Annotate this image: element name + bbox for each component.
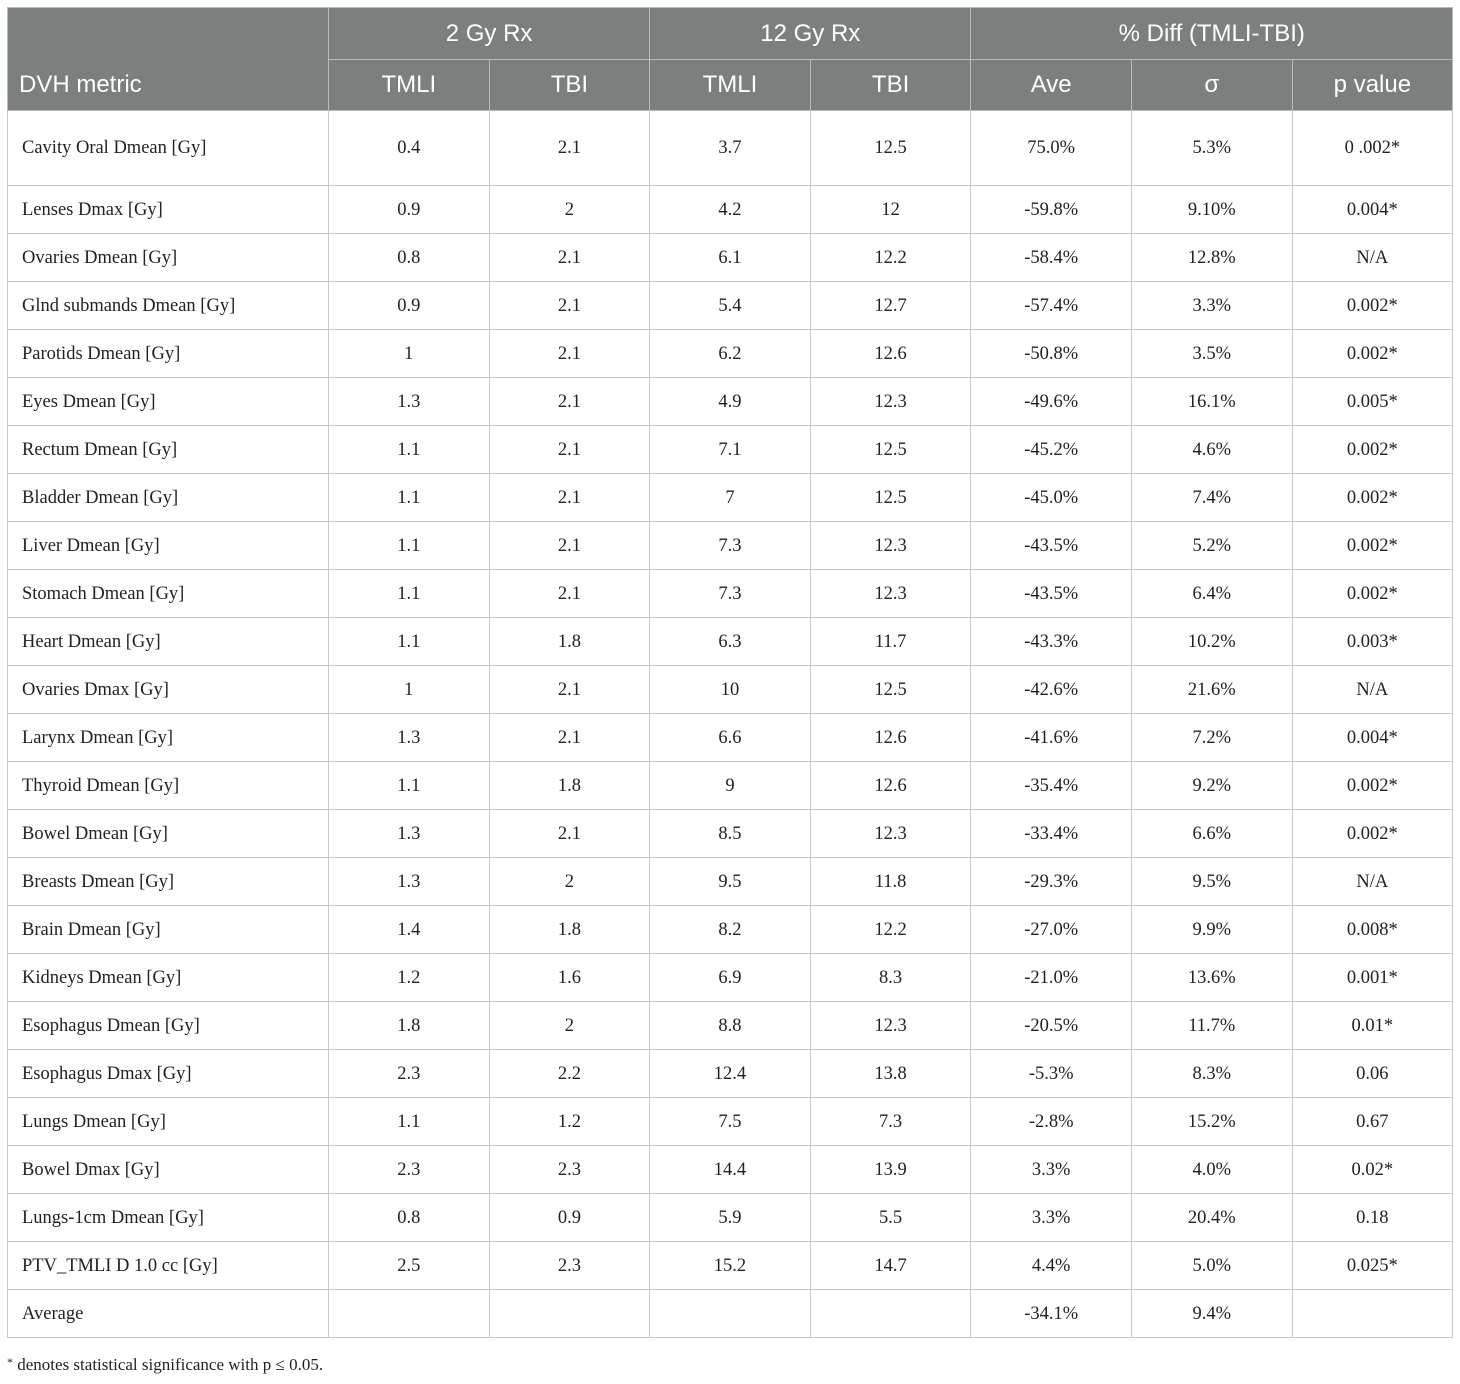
cell-tbi-12gy: 13.8 [810, 1050, 971, 1098]
header-sub-2gy-tmli: TMLI [329, 60, 490, 111]
table-row [8, 330, 1453, 378]
cell-tmli-2gy: 1.4 [329, 906, 490, 954]
table-row [8, 762, 1453, 810]
cell-tbi-2gy: 2.2 [489, 1050, 650, 1098]
table-body [8, 111, 1453, 1338]
cell-ave-diff: -29.3% [971, 858, 1132, 906]
cell-tbi-2gy: 1.8 [489, 618, 650, 666]
cell-metric: Rectum Dmean [Gy] [8, 426, 329, 474]
table-footnote [7, 1355, 323, 1375]
cell-sigma: 21.6% [1131, 666, 1292, 714]
header-group-2gy: 2 Gy Rx [329, 8, 650, 60]
cell-p-value: 0.002* [1292, 522, 1453, 570]
cell-tbi-2gy: 2.1 [489, 474, 650, 522]
cell-sigma: 3.3% [1131, 282, 1292, 330]
table-row [8, 714, 1453, 762]
header-sub-ave: Ave [971, 60, 1132, 111]
cell-tmli-12gy: 9.5 [650, 858, 811, 906]
cell-tmli-12gy: 6.9 [650, 954, 811, 1002]
cell-sigma: 10.2% [1131, 618, 1292, 666]
table-row [8, 1146, 1453, 1194]
cell-p-value: 0 .002* [1292, 111, 1453, 186]
table-row [8, 1242, 1453, 1290]
cell-tmli-12gy: 5.9 [650, 1194, 811, 1242]
cell-p-value: 0.008* [1292, 906, 1453, 954]
cell-metric: Heart Dmean [Gy] [8, 618, 329, 666]
cell-sigma: 8.3% [1131, 1050, 1292, 1098]
cell-tmli-2gy: 1.1 [329, 426, 490, 474]
cell-tmli-12gy: 7.1 [650, 426, 811, 474]
table-row [8, 1194, 1453, 1242]
cell-metric: Glnd submands Dmean [Gy] [8, 282, 329, 330]
cell-metric: PTV_TMLI D 1.0 cc [Gy] [8, 1242, 329, 1290]
cell-tbi-2gy: 2.1 [489, 426, 650, 474]
cell-p-value [1292, 1290, 1453, 1338]
cell-sigma: 7.4% [1131, 474, 1292, 522]
cell-tmli-12gy: 6.3 [650, 618, 811, 666]
cell-tbi-2gy: 2.1 [489, 810, 650, 858]
cell-p-value: N/A [1292, 858, 1453, 906]
cell-tbi-2gy: 2.1 [489, 666, 650, 714]
cell-tmli-2gy: 0.4 [329, 111, 490, 186]
cell-tmli-12gy: 3.7 [650, 111, 811, 186]
cell-ave-diff: -43.5% [971, 522, 1132, 570]
cell-tbi-2gy: 2.1 [489, 330, 650, 378]
cell-sigma: 13.6% [1131, 954, 1292, 1002]
cell-tbi-2gy: 2.1 [489, 522, 650, 570]
cell-tbi-12gy: 12.6 [810, 762, 971, 810]
table-row [8, 666, 1453, 714]
cell-tmli-12gy: 12.4 [650, 1050, 811, 1098]
cell-ave-diff: -20.5% [971, 1002, 1132, 1050]
cell-metric: Bladder Dmean [Gy] [8, 474, 329, 522]
cell-tmli-2gy: 2.5 [329, 1242, 490, 1290]
cell-ave-diff: -57.4% [971, 282, 1132, 330]
cell-tmli-2gy: 1.1 [329, 474, 490, 522]
cell-tmli-12gy: 6.6 [650, 714, 811, 762]
header-dvh-metric: DVH metric [8, 8, 329, 111]
cell-tmli-2gy: 1 [329, 330, 490, 378]
cell-tbi-2gy: 2.1 [489, 282, 650, 330]
cell-metric: Bowel Dmax [Gy] [8, 1146, 329, 1194]
cell-sigma: 4.6% [1131, 426, 1292, 474]
cell-ave-diff: -45.0% [971, 474, 1132, 522]
cell-tbi-2gy: 1.8 [489, 762, 650, 810]
table-row [8, 570, 1453, 618]
cell-tmli-2gy: 1.3 [329, 378, 490, 426]
cell-sigma: 9.2% [1131, 762, 1292, 810]
cell-ave-diff: -41.6% [971, 714, 1132, 762]
cell-sigma: 11.7% [1131, 1002, 1292, 1050]
cell-ave-diff: -43.3% [971, 618, 1132, 666]
cell-ave-diff: 4.4% [971, 1242, 1132, 1290]
cell-ave-diff: -27.0% [971, 906, 1132, 954]
cell-metric: Parotids Dmean [Gy] [8, 330, 329, 378]
cell-tmli-2gy [329, 1290, 490, 1338]
cell-tbi-12gy: 12.6 [810, 714, 971, 762]
cell-tmli-12gy: 8.8 [650, 1002, 811, 1050]
cell-p-value: 0.004* [1292, 714, 1453, 762]
cell-p-value: 0.002* [1292, 330, 1453, 378]
cell-sigma: 12.8% [1131, 234, 1292, 282]
table-row [8, 1098, 1453, 1146]
cell-tmli-2gy: 1.1 [329, 522, 490, 570]
cell-tbi-12gy: 13.9 [810, 1146, 971, 1194]
cell-p-value: 0.004* [1292, 186, 1453, 234]
cell-tbi-12gy: 12.5 [810, 111, 971, 186]
cell-sigma: 7.2% [1131, 714, 1292, 762]
cell-tbi-12gy: 12.5 [810, 474, 971, 522]
table-row [8, 858, 1453, 906]
cell-tbi-2gy: 2 [489, 1002, 650, 1050]
cell-metric: Brain Dmean [Gy] [8, 906, 329, 954]
cell-ave-diff: 75.0% [971, 111, 1132, 186]
cell-p-value: 0.001* [1292, 954, 1453, 1002]
cell-sigma: 9.9% [1131, 906, 1292, 954]
cell-tbi-12gy: 12.3 [810, 810, 971, 858]
cell-p-value: 0.005* [1292, 378, 1453, 426]
cell-metric: Liver Dmean [Gy] [8, 522, 329, 570]
cell-sigma: 5.2% [1131, 522, 1292, 570]
cell-metric: Lungs Dmean [Gy] [8, 1098, 329, 1146]
cell-tmli-12gy: 7.3 [650, 522, 811, 570]
header-group-12gy: 12 Gy Rx [650, 8, 971, 60]
cell-tbi-12gy: 12.3 [810, 570, 971, 618]
cell-tmli-12gy: 4.2 [650, 186, 811, 234]
cell-sigma: 4.0% [1131, 1146, 1292, 1194]
cell-p-value: 0.002* [1292, 282, 1453, 330]
cell-tmli-2gy: 1.3 [329, 810, 490, 858]
cell-ave-diff: -43.5% [971, 570, 1132, 618]
table-row [8, 810, 1453, 858]
dvh-table-container [7, 7, 1453, 1338]
cell-tmli-12gy: 8.5 [650, 810, 811, 858]
cell-tmli-2gy: 1.3 [329, 858, 490, 906]
cell-tmli-2gy: 1.2 [329, 954, 490, 1002]
table-row [8, 426, 1453, 474]
cell-ave-diff: -2.8% [971, 1098, 1132, 1146]
cell-tbi-12gy: 12.5 [810, 666, 971, 714]
cell-tbi-2gy: 2.1 [489, 111, 650, 186]
cell-metric: Larynx Dmean [Gy] [8, 714, 329, 762]
cell-tbi-2gy: 2.3 [489, 1242, 650, 1290]
cell-p-value: 0.01* [1292, 1002, 1453, 1050]
cell-tmli-2gy: 2.3 [329, 1050, 490, 1098]
cell-tbi-2gy [489, 1290, 650, 1338]
cell-tmli-2gy: 0.9 [329, 186, 490, 234]
cell-sigma: 9.4% [1131, 1290, 1292, 1338]
cell-p-value: 0.025* [1292, 1242, 1453, 1290]
cell-tmli-2gy: 0.8 [329, 234, 490, 282]
cell-p-value: N/A [1292, 234, 1453, 282]
table-row [8, 1290, 1453, 1338]
cell-tmli-2gy: 1.8 [329, 1002, 490, 1050]
cell-sigma: 9.5% [1131, 858, 1292, 906]
cell-metric: Esophagus Dmax [Gy] [8, 1050, 329, 1098]
cell-sigma: 20.4% [1131, 1194, 1292, 1242]
cell-p-value: 0.18 [1292, 1194, 1453, 1242]
table-row [8, 1050, 1453, 1098]
cell-ave-diff: -5.3% [971, 1050, 1132, 1098]
cell-tmli-2gy: 0.9 [329, 282, 490, 330]
cell-tbi-12gy [810, 1290, 971, 1338]
cell-p-value: N/A [1292, 666, 1453, 714]
cell-tbi-2gy: 2.1 [489, 714, 650, 762]
header-sub-12gy-tmli: TMLI [650, 60, 811, 111]
cell-tbi-12gy: 12.2 [810, 906, 971, 954]
cell-ave-diff: 3.3% [971, 1146, 1132, 1194]
table-row [8, 906, 1453, 954]
cell-tbi-12gy: 12.3 [810, 378, 971, 426]
cell-tbi-12gy: 12.3 [810, 522, 971, 570]
cell-ave-diff: -21.0% [971, 954, 1132, 1002]
cell-metric: Thyroid Dmean [Gy] [8, 762, 329, 810]
cell-ave-diff: 3.3% [971, 1194, 1132, 1242]
cell-tmli-12gy: 5.4 [650, 282, 811, 330]
cell-tmli-12gy: 9 [650, 762, 811, 810]
cell-tmli-12gy: 14.4 [650, 1146, 811, 1194]
cell-metric: Cavity Oral Dmean [Gy] [8, 111, 329, 186]
header-sub-2gy-tbi: TBI [489, 60, 650, 111]
cell-tmli-2gy: 1.3 [329, 714, 490, 762]
cell-tbi-12gy: 12 [810, 186, 971, 234]
cell-p-value: 0.002* [1292, 474, 1453, 522]
cell-tbi-12gy: 12.6 [810, 330, 971, 378]
cell-tmli-12gy: 6.1 [650, 234, 811, 282]
cell-metric: Eyes Dmean [Gy] [8, 378, 329, 426]
table-header [8, 8, 1453, 111]
cell-ave-diff: -50.8% [971, 330, 1132, 378]
cell-tmli-12gy: 15.2 [650, 1242, 811, 1290]
cell-tbi-2gy: 1.2 [489, 1098, 650, 1146]
cell-tbi-12gy: 8.3 [810, 954, 971, 1002]
cell-sigma: 16.1% [1131, 378, 1292, 426]
cell-tbi-2gy: 2 [489, 186, 650, 234]
cell-ave-diff: -35.4% [971, 762, 1132, 810]
cell-sigma: 6.4% [1131, 570, 1292, 618]
cell-tmli-2gy: 0.8 [329, 1194, 490, 1242]
cell-tbi-12gy: 11.7 [810, 618, 971, 666]
cell-p-value: 0.67 [1292, 1098, 1453, 1146]
cell-tmli-2gy: 1.1 [329, 762, 490, 810]
cell-p-value: 0.002* [1292, 762, 1453, 810]
table-row [8, 522, 1453, 570]
footnote-text: denotes statistical significance with p ≤ 0.05. [13, 1355, 324, 1374]
cell-ave-diff: -45.2% [971, 426, 1132, 474]
cell-tbi-12gy: 5.5 [810, 1194, 971, 1242]
cell-p-value: 0.002* [1292, 570, 1453, 618]
cell-tbi-2gy: 2.1 [489, 234, 650, 282]
cell-metric: Lenses Dmax [Gy] [8, 186, 329, 234]
table-row [8, 474, 1453, 522]
cell-sigma: 5.3% [1131, 111, 1292, 186]
cell-tmli-12gy: 8.2 [650, 906, 811, 954]
cell-ave-diff: -42.6% [971, 666, 1132, 714]
cell-sigma: 9.10% [1131, 186, 1292, 234]
cell-metric: Stomach Dmean [Gy] [8, 570, 329, 618]
cell-sigma: 15.2% [1131, 1098, 1292, 1146]
cell-tmli-2gy: 2.3 [329, 1146, 490, 1194]
cell-tbi-12gy: 7.3 [810, 1098, 971, 1146]
cell-p-value: 0.003* [1292, 618, 1453, 666]
cell-sigma: 3.5% [1131, 330, 1292, 378]
cell-tmli-12gy: 6.2 [650, 330, 811, 378]
cell-tmli-12gy: 7 [650, 474, 811, 522]
cell-tbi-2gy: 2 [489, 858, 650, 906]
cell-tmli-2gy: 1.1 [329, 1098, 490, 1146]
cell-tmli-2gy: 1 [329, 666, 490, 714]
cell-sigma: 5.0% [1131, 1242, 1292, 1290]
cell-ave-diff: -58.4% [971, 234, 1132, 282]
cell-ave-diff: -49.6% [971, 378, 1132, 426]
cell-tmli-12gy: 7.5 [650, 1098, 811, 1146]
table-row [8, 111, 1453, 186]
cell-tbi-2gy: 2.3 [489, 1146, 650, 1194]
footnote-star: * [7, 1355, 13, 1369]
cell-p-value: 0.02* [1292, 1146, 1453, 1194]
cell-p-value: 0.002* [1292, 810, 1453, 858]
cell-metric: Lungs-1cm Dmean [Gy] [8, 1194, 329, 1242]
header-sub-p-value: p value [1292, 60, 1453, 111]
cell-ave-diff: -59.8% [971, 186, 1132, 234]
cell-tbi-12gy: 12.3 [810, 1002, 971, 1050]
cell-tbi-2gy: 2.1 [489, 570, 650, 618]
cell-metric: Ovaries Dmax [Gy] [8, 666, 329, 714]
cell-metric: Ovaries Dmean [Gy] [8, 234, 329, 282]
cell-tmli-2gy: 1.1 [329, 570, 490, 618]
cell-metric: Bowel Dmean [Gy] [8, 810, 329, 858]
header-sub-12gy-tbi: TBI [810, 60, 971, 111]
table-row [8, 618, 1453, 666]
cell-tbi-2gy: 1.8 [489, 906, 650, 954]
cell-ave-diff: -34.1% [971, 1290, 1132, 1338]
cell-tbi-2gy: 1.6 [489, 954, 650, 1002]
table-row [8, 186, 1453, 234]
table-row [8, 954, 1453, 1002]
table-row [8, 1002, 1453, 1050]
cell-metric: Esophagus Dmean [Gy] [8, 1002, 329, 1050]
cell-tmli-12gy: 4.9 [650, 378, 811, 426]
cell-tbi-12gy: 12.2 [810, 234, 971, 282]
cell-tmli-2gy: 1.1 [329, 618, 490, 666]
cell-tbi-12gy: 12.5 [810, 426, 971, 474]
cell-tbi-12gy: 12.7 [810, 282, 971, 330]
cell-tmli-12gy: 7.3 [650, 570, 811, 618]
header-group-pct-diff: % Diff (TMLI-TBI) [971, 8, 1453, 60]
dvh-comparison-table [7, 7, 1453, 1338]
cell-metric: Breasts Dmean [Gy] [8, 858, 329, 906]
header-sub-sigma: σ [1131, 60, 1292, 111]
cell-p-value: 0.002* [1292, 426, 1453, 474]
cell-ave-diff: -33.4% [971, 810, 1132, 858]
cell-metric: Average [8, 1290, 329, 1338]
cell-tmli-12gy: 10 [650, 666, 811, 714]
table-row [8, 282, 1453, 330]
cell-tbi-12gy: 14.7 [810, 1242, 971, 1290]
table-row [8, 378, 1453, 426]
cell-tmli-12gy [650, 1290, 811, 1338]
cell-p-value: 0.06 [1292, 1050, 1453, 1098]
cell-sigma: 6.6% [1131, 810, 1292, 858]
cell-metric: Kidneys Dmean [Gy] [8, 954, 329, 1002]
table-row [8, 234, 1453, 282]
cell-tbi-12gy: 11.8 [810, 858, 971, 906]
cell-tbi-2gy: 2.1 [489, 378, 650, 426]
cell-tbi-2gy: 0.9 [489, 1194, 650, 1242]
